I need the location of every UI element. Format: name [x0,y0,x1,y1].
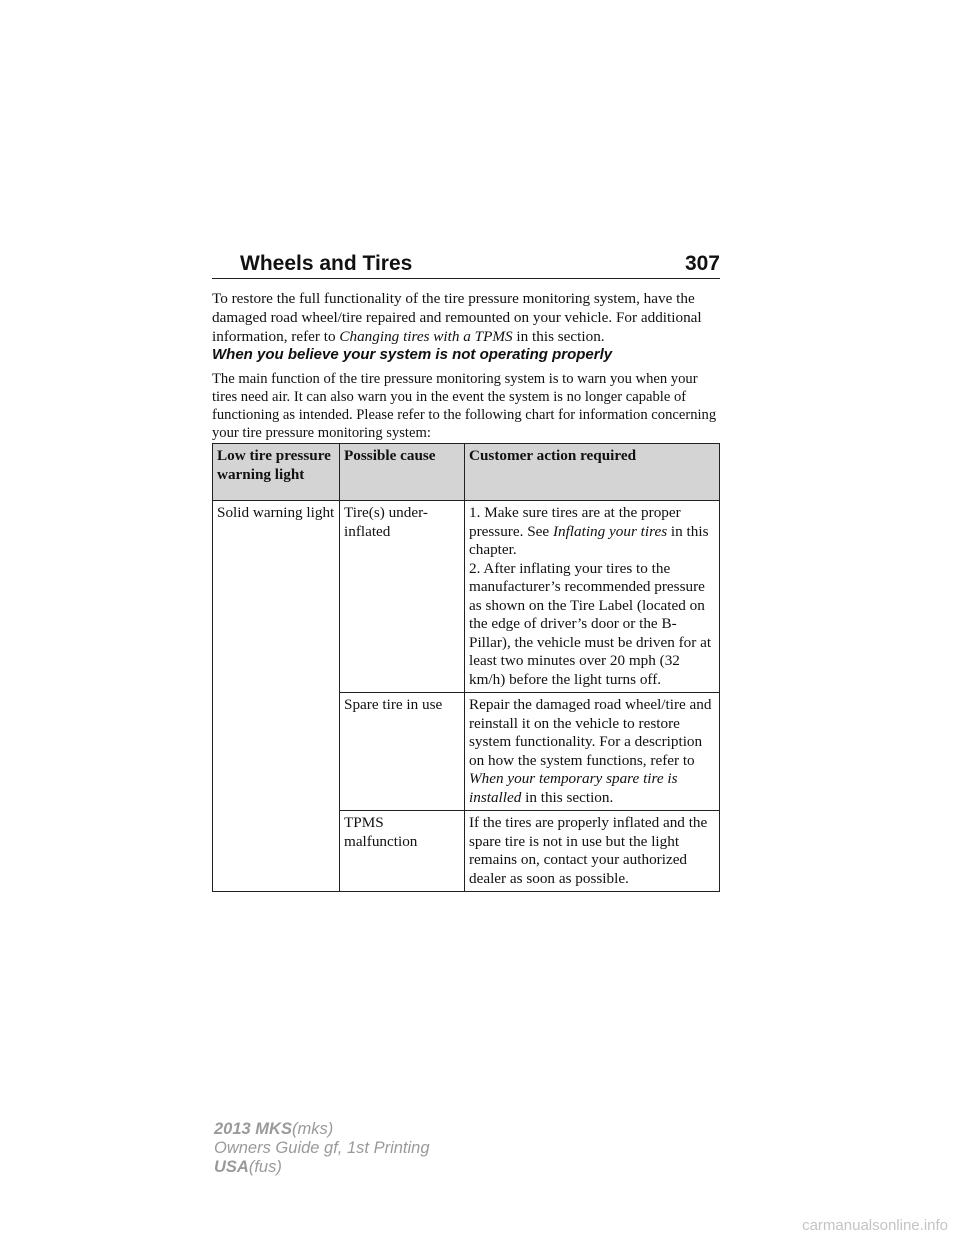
action-cell: If the tires are properly inflated and the spare tire is not in use but the light remains on, contact your authorized dealer as soon as possible. [465,811,720,892]
footer-guide-line: Owners Guide gf, 1st Printing [214,1139,430,1157]
action-reference: Inflating your tires [552,522,668,540]
action-step-1: 1. Make sure tires are at the proper pressure. See Inflating your tires in this chapter. [469,504,709,558]
cause-cell: Spare tire in use [340,693,465,811]
section-title: Wheels and Tires [240,252,413,275]
warning-light-cell: Solid warning light [213,501,340,892]
footer-model-line: 2013 MKS(mks) [214,1120,334,1138]
subheading: When you believe your system is not operating properly [212,346,613,363]
page-footer [214,1120,430,1177]
cause-cell: TPMS malfunction [340,811,465,892]
action-reference: When your temporary spare tire is installed [469,770,678,806]
action-cell [465,501,720,693]
intro-text: To restore the full functionality of the tire pressure monitoring system, have the damaged road wheel/tire repaired and remounted on your vehicle. For additional information, refer to [212,290,702,345]
action-cell: Repair the damaged road wheel/tire and reinstall it on the vehicle to restore system functionality. For a description on how the system functions, refer to When your temporary spare tire is installed in this section. [465,693,720,811]
header-customer-action: Customer action required [465,444,720,501]
header-warning-light: Low tire pressure warning light [213,444,340,501]
table-header-row [213,444,720,501]
intro-reference: Changing tires with a TPMS [339,328,513,345]
intro-text-after: in this section. [516,328,605,345]
table-row [213,501,720,693]
page-number: 307 [684,252,720,275]
footer-region-line: USA(fus) [214,1158,282,1176]
body-paragraph: The main function of the tire pressure monitoring system is to warn you when your tires need air. It can also warn you in the event the system is no longer capable of functioning as intended. Please refer to the following chart for information concerning your tire pressure monitoring system: [212,371,717,441]
cause-cell: Tire(s) under-inflated [340,501,465,693]
page-header [212,252,720,279]
intro-paragraph [212,289,724,346]
tpms-chart-table [212,443,720,892]
action-step-2: 2. After inflating your tires to the manufacturer’s recommended pressure as shown on the Tire Label (located on the edge of driver’s door or the B-Pillar), the vehicle must be driven for at least two minutes over 20 mph (32 km/h) before the light turns off. [469,559,712,688]
header-possible-cause: Possible cause [340,444,465,501]
watermark: carmanualsonline.info [802,1217,948,1234]
